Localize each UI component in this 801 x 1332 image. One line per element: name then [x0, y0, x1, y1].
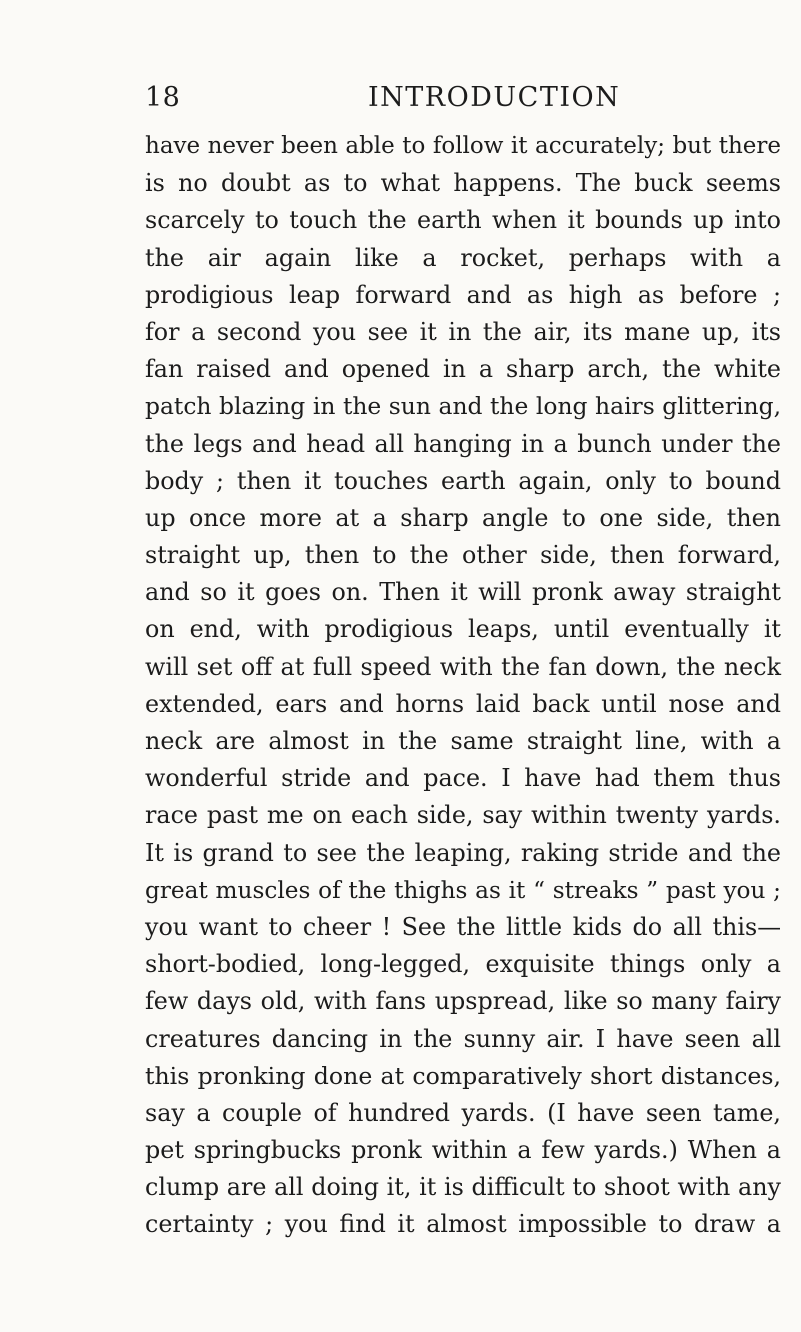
text-line: clump are all doing it, it is difficult to shoot with any	[145, 1173, 781, 1202]
text-line: body ; then it touches earth again, only to bound	[145, 466, 781, 495]
text-line: this pronking done at comparatively short distances,	[145, 1061, 781, 1090]
text-line: patch blazing in the sun and the long hairs glittering,	[145, 392, 781, 421]
text-line: fan raised and opened in a sharp arch, the white	[145, 355, 781, 384]
text-line: up once more at a sharp angle to one side, then	[145, 503, 781, 532]
text-line: certainty ; you find it almost impossible to draw a	[145, 1210, 781, 1239]
text-line: say a couple of hundred yards. (I have seen tame,	[145, 1098, 781, 1127]
text-line: on end, with prodigious leaps, until eventually it	[145, 615, 781, 644]
text-line: extended, ears and horns laid back until nose and	[145, 689, 781, 718]
text-line: neck are almost in the same straight line, with a	[145, 727, 781, 755]
text-line: prodigious leap forward and as high as before ;	[145, 280, 781, 309]
text-line: the air again like a rocket, perhaps with a	[145, 243, 781, 272]
running-title: INTRODUCTION	[368, 82, 621, 113]
text-line: you want to cheer ! See the little kids do all this—	[145, 912, 781, 941]
text-line: have never been able to follow it accurately; but there	[145, 133, 781, 159]
text-line: for a second you see it in the air, its mane up, its	[145, 317, 781, 346]
body-text	[145, 128, 781, 1244]
text-line: It is grand to see the leaping, raking stride and the	[145, 838, 781, 867]
text-line: few days old, with fans upspread, like so many fairy	[145, 987, 781, 1016]
text-line: straight up, then to the other side, then forward,	[145, 541, 781, 570]
text-line: short-bodied, long-legged, exquisite things only a	[145, 950, 781, 979]
text-line: the legs and head all hanging in a bunch under the	[145, 429, 781, 458]
text-line: race past me on each side, say within twenty yards.	[145, 801, 781, 830]
text-line: is no doubt as to what happens. The buck seems	[145, 169, 781, 198]
running-head	[145, 80, 781, 116]
page-number: 18	[145, 82, 181, 113]
text-line: and so it goes on. Then it will pronk away straight	[145, 578, 781, 607]
text-line: wonderful stride and pace. I have had them thus	[145, 764, 781, 793]
text-line: will set off at full speed with the fan down, the neck	[145, 652, 781, 681]
text-line: creatures dancing in the sunny air. I have seen all	[145, 1024, 781, 1053]
text-line: pet springbucks pronk within a few yards.) When a	[145, 1136, 781, 1165]
text-line: great muscles of the thighs as it “ streaks ” past you ;	[145, 876, 781, 904]
text-line: scarcely to touch the earth when it bounds up into	[145, 206, 781, 235]
